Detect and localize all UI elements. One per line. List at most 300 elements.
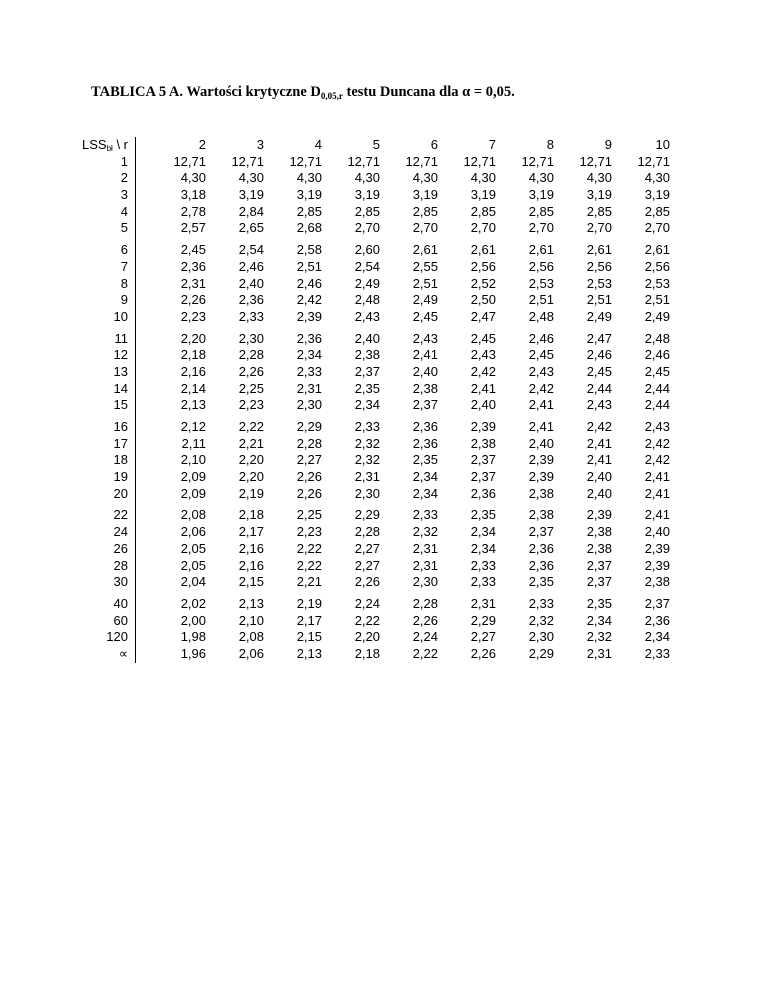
table-cell: 3,19 (238, 187, 264, 203)
table-cell: 12,71 (231, 153, 264, 169)
table-row (60, 292, 670, 309)
table-cell: 2,22 (354, 612, 380, 628)
table-cell: 2,20 (180, 330, 206, 346)
table-cell: 2,47 (470, 308, 496, 324)
table-cell: 2,36 (528, 557, 554, 573)
table-cell: 2,65 (238, 220, 264, 236)
table-cell: 2,26 (470, 645, 496, 661)
table-cell: 2,20 (238, 469, 264, 485)
table-cell: 2,34 (354, 397, 380, 413)
table-cell: 2,12 (180, 419, 206, 434)
table-cell: 2,58 (296, 242, 322, 258)
table-cell: 2,25 (238, 380, 264, 396)
table-cell: 2,41 (528, 397, 554, 413)
row-label: ∝ (60, 646, 136, 663)
table-cell: 2,45 (412, 308, 438, 324)
table-cell: 2,10 (238, 612, 264, 628)
table-cell: 4,30 (644, 170, 670, 186)
table-cell: 2,37 (528, 524, 554, 540)
table-row (60, 469, 670, 486)
table-cell: 2,51 (644, 292, 670, 308)
table-row (60, 452, 670, 469)
table-cell: 2,56 (470, 258, 496, 274)
table-cell: 2,45 (586, 363, 612, 379)
table-cell: 2,35 (586, 595, 612, 611)
table-row (60, 541, 670, 558)
table-cell: 2,33 (470, 574, 496, 590)
table-cell: 3,19 (354, 187, 380, 203)
column-header-5: 5 (372, 137, 380, 152)
table-cell: 2,38 (528, 507, 554, 523)
table-cell: 2,04 (180, 574, 206, 590)
table-cell: 2,31 (354, 469, 380, 485)
table-cell: 2,30 (528, 629, 554, 645)
table-row (60, 629, 670, 646)
row-label: 60 (60, 613, 136, 630)
table-cell: 2,31 (470, 595, 496, 611)
table-cell: 2,37 (644, 595, 670, 611)
table-cell: 2,41 (412, 347, 438, 363)
table-cell: 2,28 (412, 595, 438, 611)
table-cell: 2,35 (412, 452, 438, 468)
table-row (60, 364, 670, 381)
table-cell: 2,85 (354, 203, 380, 219)
table-cell: 2,53 (528, 275, 554, 291)
table-cell: 2,46 (644, 347, 670, 363)
row-label: 1 (60, 154, 136, 171)
table-cell: 2,36 (644, 612, 670, 628)
table-cell: 3,19 (586, 187, 612, 203)
table-cell: 2,36 (470, 485, 496, 501)
table-cell: 2,70 (412, 220, 438, 236)
table-cell: 2,42 (296, 292, 322, 308)
table-cell: 2,48 (528, 308, 554, 324)
table-cell: 2,50 (470, 292, 496, 308)
table-cell: 2,85 (296, 203, 322, 219)
column-header-9: 9 (604, 137, 612, 152)
row-label: 15 (60, 397, 136, 414)
table-cell: 3,18 (180, 187, 206, 203)
table-cell: 2,32 (354, 452, 380, 468)
table-cell: 2,00 (180, 612, 206, 628)
column-header-3: 3 (256, 137, 264, 152)
table-cell: 2,40 (528, 435, 554, 451)
table-cell: 2,35 (528, 574, 554, 590)
table-cell: 2,20 (238, 452, 264, 468)
table-cell: 2,45 (180, 242, 206, 258)
table-cell: 4,30 (412, 170, 438, 186)
table-cell: 2,33 (238, 308, 264, 324)
row-label: 7 (60, 259, 136, 276)
table-cell: 2,70 (354, 220, 380, 236)
table-cell: 2,31 (412, 557, 438, 573)
column-header-4: 4 (314, 137, 322, 152)
table-cell: 2,38 (528, 485, 554, 501)
row-label: 12 (60, 347, 136, 364)
table-row (60, 242, 670, 259)
table-cell: 2,42 (644, 435, 670, 451)
table-cell: 2,34 (470, 540, 496, 556)
table-row (60, 596, 670, 613)
page-title (91, 84, 515, 101)
table-cell: 2,61 (470, 242, 496, 258)
table-cell: 12,71 (521, 153, 554, 169)
table-cell: 2,15 (238, 574, 264, 590)
table-row (60, 220, 670, 237)
table-cell: 2,40 (586, 469, 612, 485)
row-label: 18 (60, 452, 136, 469)
table-cell: 2,30 (238, 330, 264, 346)
table-cell: 2,23 (180, 308, 206, 324)
table-cell: 2,36 (412, 435, 438, 451)
table-cell: 2,28 (296, 435, 322, 451)
table-cell: 2,36 (238, 292, 264, 308)
table-cell: 2,25 (296, 507, 322, 523)
table-cell: 2,51 (296, 258, 322, 274)
table-row (60, 436, 670, 453)
table-cell: 2,33 (296, 363, 322, 379)
table-cell: 2,54 (238, 242, 264, 258)
corner-tail: \ r (112, 137, 128, 152)
table-cell: 2,26 (412, 612, 438, 628)
table-cell: 2,05 (180, 557, 206, 573)
table-cell: 2,39 (470, 419, 496, 434)
table-cell: 12,71 (347, 153, 380, 169)
table-cell: 2,31 (296, 380, 322, 396)
table-cell: 2,38 (586, 524, 612, 540)
table-cell: 2,33 (354, 419, 380, 434)
table-cell: 2,38 (412, 380, 438, 396)
table-cell: 2,26 (354, 574, 380, 590)
table-cell: 12,71 (637, 153, 670, 169)
table-cell: 2,53 (586, 275, 612, 291)
table-cell: 2,38 (586, 540, 612, 556)
row-label: 5 (60, 220, 136, 237)
row-label: 30 (60, 574, 136, 591)
table-cell: 2,33 (528, 595, 554, 611)
table-cell: 2,33 (644, 645, 670, 661)
table-header-row (60, 137, 670, 154)
table-cell: 2,41 (644, 469, 670, 485)
table-cell: 2,70 (586, 220, 612, 236)
table-cell: 2,43 (644, 419, 670, 434)
table-cell: 2,49 (354, 275, 380, 291)
table-cell: 2,36 (528, 540, 554, 556)
table-cell: 2,32 (528, 612, 554, 628)
table-cell: 2,34 (644, 629, 670, 645)
table-cell: 2,45 (528, 347, 554, 363)
table-cell: 2,08 (180, 507, 206, 523)
table-cell: 2,34 (586, 612, 612, 628)
table-cell: 2,41 (528, 419, 554, 434)
table-cell: 2,13 (180, 397, 206, 413)
table-cell: 2,43 (470, 347, 496, 363)
table-cell: 2,46 (296, 275, 322, 291)
table-cell: 2,46 (238, 258, 264, 274)
title-text-suffix: = 0,05. (470, 84, 515, 100)
table-row (60, 331, 670, 348)
table-cell: 2,10 (180, 452, 206, 468)
table-cell: 2,39 (528, 469, 554, 485)
table-cell: 1,96 (180, 645, 206, 661)
row-label: 3 (60, 187, 136, 204)
table-cell: 2,36 (412, 419, 438, 434)
table-cell: 2,32 (354, 435, 380, 451)
table-cell: 2,41 (644, 485, 670, 501)
table-cell: 2,56 (644, 258, 670, 274)
table-cell: 2,38 (644, 574, 670, 590)
column-header-2: 2 (198, 137, 206, 152)
table-cell: 4,30 (296, 170, 322, 186)
table-cell: 2,06 (238, 645, 264, 661)
table-cell: 2,05 (180, 540, 206, 556)
table-cell: 4,30 (238, 170, 264, 186)
table-row (60, 558, 670, 575)
table-cell: 1,98 (180, 629, 206, 645)
table-cell: 2,43 (528, 363, 554, 379)
table-cell: 4,30 (180, 170, 206, 186)
table-cell: 2,51 (586, 292, 612, 308)
table-cell: 12,71 (579, 153, 612, 169)
corner-main: LSS (82, 137, 107, 152)
table-cell: 2,26 (180, 292, 206, 308)
table-cell: 2,20 (354, 629, 380, 645)
table-cell: 2,49 (412, 292, 438, 308)
table-cell: 2,78 (180, 203, 206, 219)
table-cell: 2,45 (644, 363, 670, 379)
table-cell: 2,39 (644, 540, 670, 556)
table-cell: 2,28 (238, 347, 264, 363)
table-cell: 2,42 (644, 452, 670, 468)
table-cell: 2,85 (528, 203, 554, 219)
title-text-middle: testu Duncana dla (342, 84, 463, 100)
table-cell: 2,37 (586, 574, 612, 590)
table-cell: 2,31 (412, 540, 438, 556)
table-cell: 2,34 (296, 347, 322, 363)
table-cell: 2,34 (412, 469, 438, 485)
table-row (60, 613, 670, 630)
table-cell: 2,22 (238, 419, 264, 434)
table-cell: 2,49 (586, 308, 612, 324)
row-label: 24 (60, 524, 136, 541)
table-cell: 2,09 (180, 485, 206, 501)
table-cell: 2,30 (412, 574, 438, 590)
table-row (60, 524, 670, 541)
table-cell: 2,37 (470, 452, 496, 468)
table-cell: 2,35 (470, 507, 496, 523)
row-label: 8 (60, 276, 136, 293)
table-cell: 2,24 (412, 629, 438, 645)
alpha-symbol: α (462, 84, 471, 100)
table-row (60, 347, 670, 364)
table-cell: 4,30 (470, 170, 496, 186)
table-cell: 2,56 (586, 258, 612, 274)
row-label: 120 (60, 629, 136, 646)
table-cell: 2,32 (586, 629, 612, 645)
row-label: 28 (60, 558, 136, 575)
table-cell: 2,53 (644, 275, 670, 291)
table-row (60, 397, 670, 414)
table-cell: 2,85 (586, 203, 612, 219)
row-label: 2 (60, 170, 136, 187)
table-cell: 2,16 (238, 557, 264, 573)
table-cell: 2,44 (586, 380, 612, 396)
table-row (60, 154, 670, 171)
column-header-10: 10 (655, 137, 670, 152)
column-header-6: 6 (430, 137, 438, 152)
table-cell: 2,27 (296, 452, 322, 468)
table-cell: 4,30 (354, 170, 380, 186)
table-cell: 12,71 (289, 153, 322, 169)
table-cell: 2,43 (586, 397, 612, 413)
table-cell: 2,48 (354, 292, 380, 308)
table-cell: 2,41 (586, 435, 612, 451)
table-cell: 2,43 (354, 308, 380, 324)
row-label: 10 (60, 309, 136, 326)
table-cell: 2,44 (644, 397, 670, 413)
table-cell: 2,24 (354, 595, 380, 611)
table-cell: 12,71 (405, 153, 438, 169)
table-cell: 2,31 (586, 645, 612, 661)
table-cell: 2,08 (238, 629, 264, 645)
table-cell: 2,41 (470, 380, 496, 396)
table-row (60, 309, 670, 326)
table-row (60, 486, 670, 503)
row-label: 20 (60, 486, 136, 503)
table-cell: 3,19 (644, 187, 670, 203)
table-cell: 2,33 (470, 557, 496, 573)
table-cell: 2,18 (238, 507, 264, 523)
table-cell: 2,28 (354, 524, 380, 540)
table-cell: 2,37 (412, 397, 438, 413)
table-cell: 2,51 (412, 275, 438, 291)
table-cell: 3,19 (528, 187, 554, 203)
table-cell: 2,27 (354, 557, 380, 573)
table-cell: 2,19 (238, 485, 264, 501)
table-cell: 2,31 (180, 275, 206, 291)
table-cell: 2,26 (296, 485, 322, 501)
table-cell: 2,22 (296, 540, 322, 556)
table-cell: 2,70 (528, 220, 554, 236)
row-label: 17 (60, 436, 136, 453)
table-row (60, 204, 670, 221)
table-cell: 2,39 (296, 308, 322, 324)
row-label: 9 (60, 292, 136, 309)
table-cell: 2,30 (354, 485, 380, 501)
table-cell: 2,29 (296, 419, 322, 434)
row-label: 14 (60, 381, 136, 398)
corner-header (60, 137, 136, 154)
table-body (60, 154, 670, 663)
table-cell: 2,61 (528, 242, 554, 258)
table-cell: 2,30 (296, 397, 322, 413)
column-header-8: 8 (546, 137, 554, 152)
table-cell: 2,48 (644, 330, 670, 346)
table-cell: 2,27 (470, 629, 496, 645)
row-label: 22 (60, 507, 136, 524)
table-cell: 2,18 (180, 347, 206, 363)
row-label: 6 (60, 242, 136, 259)
table-cell: 2,22 (296, 557, 322, 573)
table-cell: 2,61 (644, 242, 670, 258)
table-cell: 2,56 (528, 258, 554, 274)
row-label: 4 (60, 204, 136, 221)
table-cell: 2,11 (181, 435, 206, 451)
table-cell: 2,70 (470, 220, 496, 236)
table-cell: 2,39 (586, 507, 612, 523)
table-cell: 4,30 (586, 170, 612, 186)
table-cell: 2,23 (238, 397, 264, 413)
table-cell: 2,13 (238, 595, 264, 611)
table-cell: 3,19 (470, 187, 496, 203)
table-cell: 2,68 (296, 220, 322, 236)
table-cell: 2,38 (470, 435, 496, 451)
table-cell: 2,27 (354, 540, 380, 556)
table-cell: 2,40 (412, 363, 438, 379)
table-cell: 3,19 (296, 187, 322, 203)
title-text: TABLICA 5 A. Wartości krytyczne D (91, 84, 321, 100)
row-label: 11 (60, 331, 136, 348)
table-cell: 2,45 (470, 330, 496, 346)
table-cell: 2,55 (412, 258, 438, 274)
table-cell: 2,54 (354, 258, 380, 274)
table-cell: 2,15 (296, 629, 322, 645)
table-cell: 2,44 (644, 380, 670, 396)
row-label: 13 (60, 364, 136, 381)
table-cell: 2,26 (296, 469, 322, 485)
table-cell: 2,42 (470, 363, 496, 379)
table-cell: 2,17 (238, 524, 264, 540)
table-cell: 2,84 (238, 203, 264, 219)
table-cell: 2,46 (586, 347, 612, 363)
table-cell: 2,57 (180, 220, 206, 236)
table-cell: 2,37 (586, 557, 612, 573)
table-row (60, 381, 670, 398)
table-cell: 2,85 (470, 203, 496, 219)
column-header-7: 7 (488, 137, 496, 152)
corner-sub: bł (106, 144, 113, 153)
table-cell: 2,23 (296, 524, 322, 540)
table-row (60, 507, 670, 524)
table-cell: 2,18 (354, 645, 380, 661)
table-row (60, 419, 670, 436)
critical-values-table (60, 137, 670, 663)
table-cell: 2,41 (644, 507, 670, 523)
row-label: 16 (60, 419, 136, 436)
table-row (60, 574, 670, 591)
table-cell: 2,14 (180, 380, 206, 396)
table-cell: 2,61 (412, 242, 438, 258)
table-cell: 2,16 (180, 363, 206, 379)
table-cell: 2,39 (528, 452, 554, 468)
table-cell: 3,19 (412, 187, 438, 203)
table-cell: 2,43 (412, 330, 438, 346)
table-cell: 2,29 (470, 612, 496, 628)
table-cell: 2,70 (644, 220, 670, 236)
table-cell: 2,36 (180, 258, 206, 274)
table-cell: 2,60 (354, 242, 380, 258)
table-cell: 4,30 (528, 170, 554, 186)
table-cell: 2,02 (180, 595, 206, 611)
title-subscript: 0,05,r (320, 91, 343, 101)
table-cell: 2,40 (354, 330, 380, 346)
table-cell: 2,40 (238, 275, 264, 291)
table-cell: 2,26 (238, 363, 264, 379)
table-row (60, 276, 670, 293)
table-cell: 2,61 (586, 242, 612, 258)
table-cell: 2,39 (644, 557, 670, 573)
table-cell: 2,06 (180, 524, 206, 540)
